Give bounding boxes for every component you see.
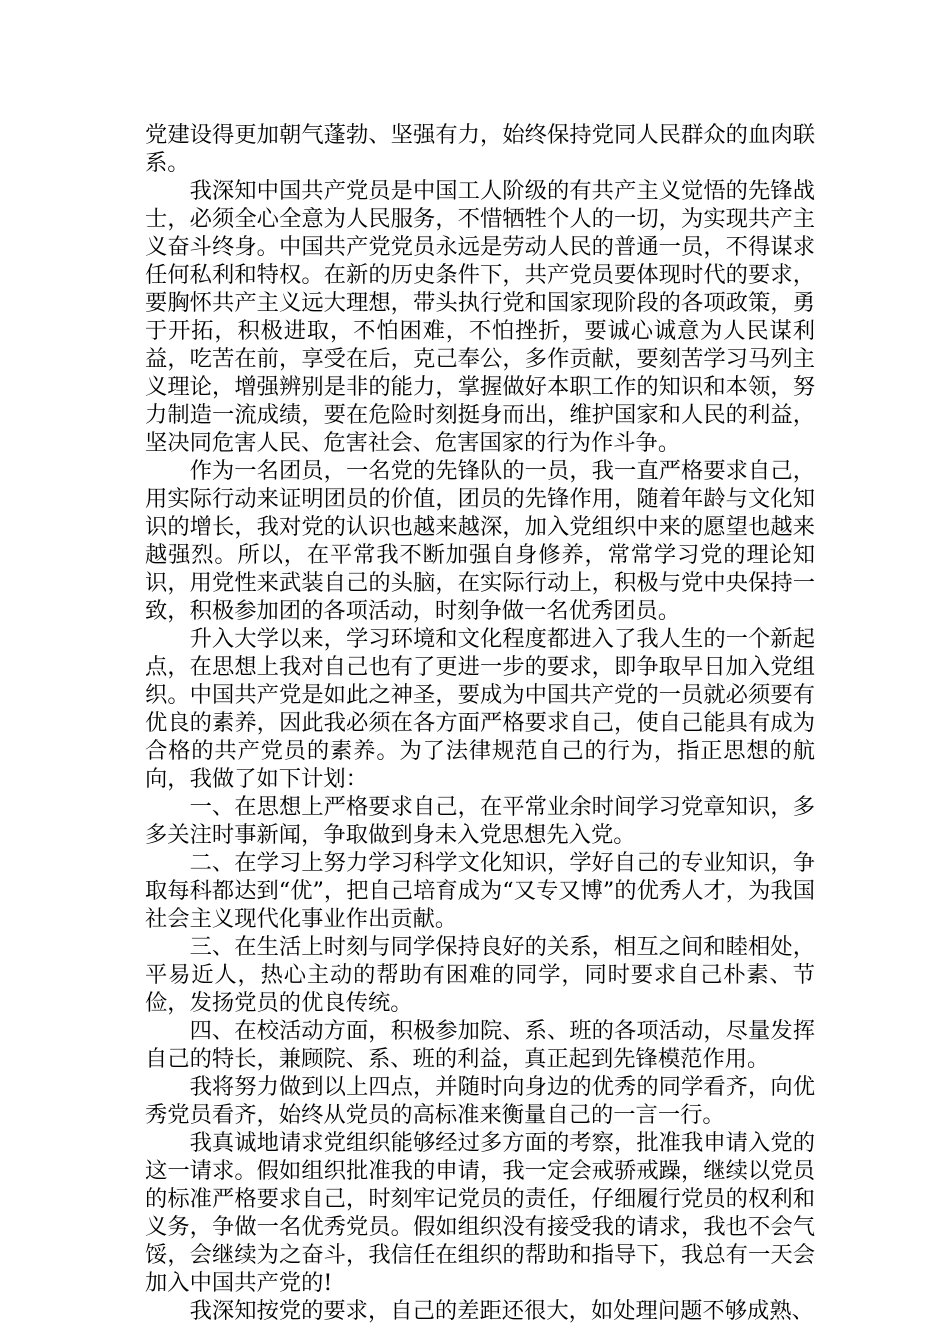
paragraph-5: 我将努力做到以上四点，并随时向身边的优秀的同学看齐，向优秀党员看齐，始终从党员的高标准来衡量自己的一言一行。 <box>145 1074 815 1128</box>
paragraph-2: 我深知中国共产党员是中国工人阶级的有共产主义觉悟的先锋战士，必须全心全意为人民服务，不惜牺牲个人的一切，为实现共产主义奋斗终身。中国共产党党员永远是劳动人民的普通一员，不得谋求任何私利和特权。在新的历史条件下，共产党员要体现时代的要求，要胸怀共产主义远大理想，带头执行党和国家现阶段的各项政策，勇于开拓，积极进取，不怕困难，不怕挫折，要诚心诚意为人民谋利益，吃苦在前，享受在后，克己奉公，多作贡献，要刻苦学习马列主义理论，增强辨别是非的能力，掌握做好本职工作的知识和本领，努力制造一流成绩，要在危险时刻挺身而出，维护国家和人民的利益，坚决同危害人民、危害社会、危害国家的行为作斗争。 <box>145 178 815 456</box>
plan-item-2: 二、在学习上努力学习科学文化知识，学好自己的专业知识，争取每科都达到“优”，把自己培育成为“又专又博”的优秀人才，为我国社会主义现代化事业作出贡献。 <box>145 850 815 932</box>
paragraph-6: 我真诚地请求党组织能够经过多方面的考察，批准我申请入党的这一请求。假如组织批准我的申请，我一定会戒骄戒躁，继续以党员的标准严格要求自己，时刻牢记党员的责任，仔细履行党员的权利和义务，争做一名优秀党员。假如组织没有接受我的请求，我也不会气馁，会继续为之奋斗，我信任在组织的帮助和指导下，我总有一天会加入中国共产党的! <box>145 1130 815 1296</box>
document-body <box>145 121 815 1325</box>
paragraph-3: 作为一名团员，一名党的先锋队的一员，我一直严格要求自己，用实际行动来证明团员的价值，团员的先锋作用，随着年龄与文化知识的增长，我对党的认识也越来越深，加入党组织中来的愿望也越来越强烈。所以，在平常我不断加强自身修养，常常学习党的理论知识，用党性来武装自己的头脑，在实际行动上，积极与党中央保持一致，积极参加团的各项活动，时刻争做一名优秀团员。 <box>145 458 815 624</box>
plan-item-1: 一、在思想上严格要求自己，在平常业余时间学习党章知识，多多关注时事新闻，争取做到身未入党思想先入党。 <box>145 794 815 848</box>
paragraph-1: 党建设得更加朝气蓬勃、坚强有力，始终保持党同人民群众的血肉联系。 <box>145 122 815 176</box>
paragraph-7: 我深知按党的要求，自己的差距还很大，如处理问题不够成熟、 <box>189 1298 814 1324</box>
paragraph-4: 升入大学以来，学习环境和文化程度都进入了我人生的一个新起点，在思想上我对自己也有了更进一步的要求，即争取早日加入党组织。中国共产党是如此之神圣，要成为中国共产党的一员就必须要有优良的素养，因此我必须在各方面严格要求自己，使自己能具有成为合格的共产党员的素养。为了法律规范自己的行为，指正思想的航向，我做了如下计划： <box>145 626 815 792</box>
plan-item-3: 三、在生活上时刻与同学保持良好的关系，相互之间和睦相处，平易近人，热心主动的帮助有困难的同学，同时要求自己朴素、节俭，发扬党员的优良传统。 <box>145 934 815 1016</box>
plan-item-4: 四、在校活动方面，积极参加院、系、班的各项活动，尽量发挥自己的特长，兼顾院、系、班的利益，真正起到先锋模范作用。 <box>145 1018 815 1072</box>
